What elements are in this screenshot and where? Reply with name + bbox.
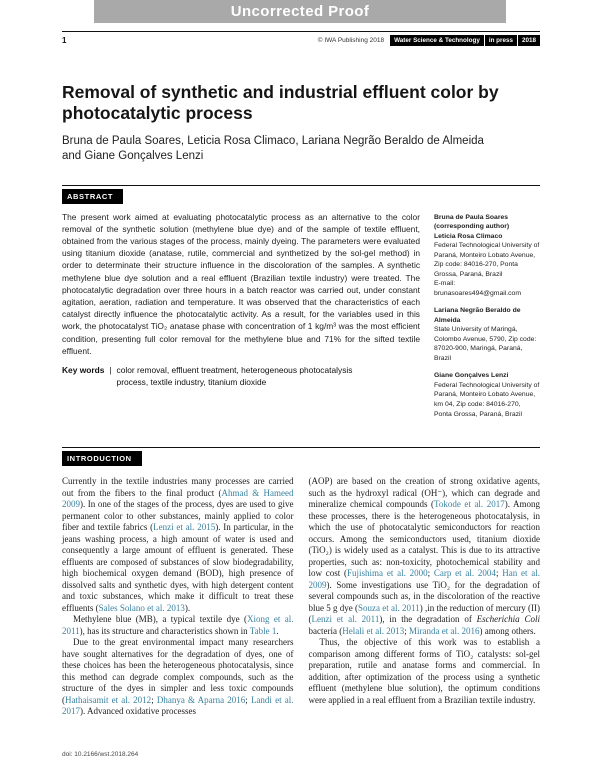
citation-link[interactable]: Lenzi et al. 2015 [153,522,216,533]
italic-text: Escherichia Coli [476,614,540,625]
body-text: ). Advanced oxidative processes [80,706,196,717]
introduction-heading: INTRODUCTION [62,451,142,466]
citation-link[interactable]: Tokode et al. 2017 [434,499,505,510]
intro-column-left [62,476,294,718]
citation-link[interactable]: Helali et al. 2013 [342,625,405,636]
affiliation-block [434,213,540,299]
paragraph [62,476,294,614]
citation-link[interactable]: Miranda et al. 2016 [408,625,480,636]
body-text: ; [404,625,409,636]
article-title: Removal of synthetic and industrial effluent color by photocatalytic process [62,82,499,124]
affiliations [434,211,540,427]
page-header [62,31,540,46]
abstract-row [62,211,540,427]
body-text: ). In particular, in the jeans washing process, a high amount of water is used and consequently a large amount of effluent is generated. These effluents are composed of substances of slow biodegradability, high biochemical oxygen demand (BOD), high presence of dissolved salts and synthetic dyes, with high detergent content and toxic substances, which make it difficult to treat these effluents ( [62,522,294,613]
body-text: ). Among these processes, there is the heterogeneous photocatalysis, in which the use of photocatalytic semiconductors for reaction occurs. Among the semiconductors used, titanium dioxide (TiO₂) is widely used as a catalyst. This is due to its attractive properties, such as: non-toxicity, photochemical stability and low cost ( [308,499,540,579]
body-text: ) among others. [479,625,536,636]
keywords-row [62,364,392,388]
citation-link[interactable]: Lenzi et al. 2011 [311,614,380,625]
paragraph [62,637,294,718]
body-text: . [276,625,279,636]
introduction-section-head [62,447,540,466]
body-text: Thus, the objective of this work was to establish a comparison among different forms of TiO₂ catalysts: sol-gel preparation, rutile and anatase forms and commercial. In addition, after optimization of the process using a synthetic effluent (methylene blue solution), the optimum conditions were applied in a real effluent from a Brazilian textile industry. [308,637,540,705]
journal-name-badge: Water Science & Technology [390,35,484,46]
affiliation-line: Leticia Rosa Climaco [434,232,503,240]
intro-column-right [309,476,541,718]
affiliation-line: State University of Maringá, Colombo Avenue, 5790, Zip code: 87020-900, Maringá, Paraná, Brazil [434,326,537,362]
citation-link[interactable]: Fujishima et al. 2000 [347,568,428,579]
keywords-label: Key words [62,364,105,375]
abstract-left-column [62,211,420,427]
abstract-text [62,211,420,357]
copyright-text: © IWA Publishing 2018 [317,37,385,44]
abstract-paragraph: The present work aimed at evaluating photocatalytic process as an alternative to the color removal of the synthetic solution (methylene blue dye) and of the sample of textile effluent, obtained from the various stages of the process, mainly dyeing. The parameters were evaluated using titanium dioxide (anatase, rutile, commercial and synthetized by the sol-gel method) in order to determinate their structure influence in the discoloration of the samples. A synthetic methylene blue dye solution and a real effluent (Brazilian textile industry) were treated. The photocatalytic degradation over three hours in a batch reactor was carried out, under constant agitation, aeration, radiation and temperature. It was observed that the characteristics of each catalyst directly influence the photocatalytic activity. As a result, for the variables used in this work, the photocatalyst TiO₂ anatase phase with concentration of 1 kg/m³ was the most efficient condition, presenting full color removal for the methylene blue and 71% for the sifted textile effluent. [62,211,420,356]
body-text: ). Some investigations use TiO₂ for the degradation of several compounds such as, in the discoloration of the reactive blue 5 g dye ( [308,579,540,613]
introduction-columns [62,476,540,718]
header-right [318,35,540,46]
paragraph [62,614,294,637]
body-text: ). In one of the stages of the process, dyes are used to give permanent color to other substances, mainly applied to color fiber and textile fabrics ( [62,499,294,533]
journal-badges [390,35,540,46]
body-text: (AOP) are based on the creation of strong oxidative agents, such as the hydroxyl radical (OH⁻), which can degrade and mineralize chemical compounds ( [308,476,540,510]
citation-link[interactable]: Hathaisamit et al. 2012 [65,694,152,705]
affiliation-line: Bruna de Paula Soares (corresponding author) [434,213,510,231]
abstract-heading: ABSTRACT [62,189,123,204]
paragraph [309,637,541,706]
article-authors: Bruna de Paula Soares, Leticia Rosa Climaco, Lariana Negrão Beraldo de Almeida and Giane Gonçalves Lenzi [62,134,484,163]
affiliation-line: Giane Gonçalves Lenzi [434,372,509,380]
body-text: bacteria ( [308,625,343,636]
body-text: Currently in the textile industries many processes are carried out from the fibers to the final product ( [62,476,294,498]
paragraph [309,476,541,637]
citation-link[interactable]: Table 1 [249,625,277,636]
citation-link[interactable]: Souza et al. 2011 [358,602,420,613]
citation-link[interactable]: Landi et al. 2017 [62,694,294,717]
citation-link[interactable]: Xiong et al. 2011 [62,614,294,636]
body-text: Due to the great environmental impact many researchers have sought alternatives for the degradation of dyes, one of these choices has been the heterogeneous photocatalysis, since this method can degrade complex compounds, such as the structure of the dyes in simpler and less toxic compounds ( [62,637,294,705]
citation-link[interactable]: Carp et al. 2004 [433,568,496,579]
citation-link[interactable]: Dhanya & Aparna 2016 [156,694,246,705]
citation-link[interactable]: Han et al. 2009 [308,568,540,590]
affiliation-block [434,306,540,363]
page-number: 1 [62,36,67,45]
banner-label: Uncorrected Proof [230,3,370,20]
doi-text: doi: 10.2166/wst.2018.264 [62,751,139,758]
body-text: Methylene blue (MB), a typical textile dye ( [73,614,247,625]
in-press-badge: in press [485,35,517,46]
body-text: ; [151,694,157,705]
body-text: ) ,in the reduction of mercury (II) ( [308,602,540,625]
affiliation-line: Lariana Negrão Beraldo de Almeida [434,307,521,324]
abstract-section-head [62,185,540,204]
keywords-list: color removal, effluent treatment, heterogeneous photocatalysis process, textile industry, titanium dioxide [116,364,353,388]
body-text: ; [245,694,251,705]
affiliation-line: Federal Technological University of Paraná, Monteiro Lobato Avenue, Zip code: 84016-270, Ponta Grossa, Paraná, Brazil [434,242,540,278]
uncorrected-proof-banner [94,0,506,23]
keywords-separator: | [109,364,112,375]
body-text: ), in the degradation of [379,614,477,625]
affiliation-line: Federal Technological University of Paraná, Monteiro Lobato Avenue, km 04, Zip code: 84016-270, Ponta Grossa, Paraná, Brazil [434,381,540,418]
citation-link[interactable]: Ahmad & Hameed 2009 [62,487,294,510]
body-text: ). [184,602,191,613]
page-content [0,31,600,718]
affiliation-block [434,371,540,419]
body-text: ; [427,568,434,579]
citation-link[interactable]: Sales Solano et al. 2013 [98,602,185,613]
body-text: ), has its structure and characteristics shown in [79,625,250,636]
year-badge: 2018 [518,35,540,46]
email-link[interactable]: E-mail: brunasoares494@gmail.com [434,280,521,297]
body-text: ; [495,568,503,579]
